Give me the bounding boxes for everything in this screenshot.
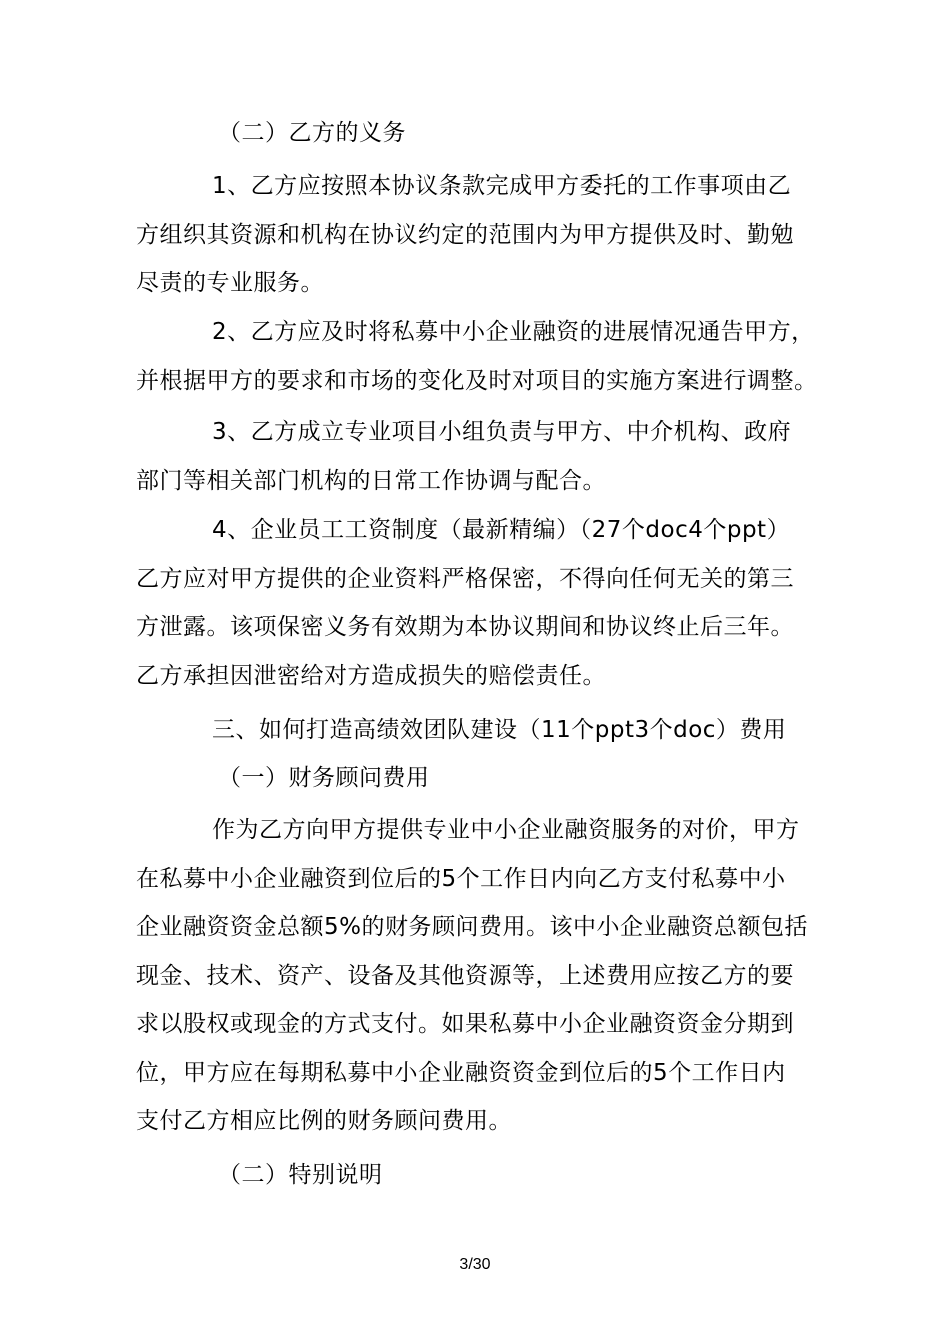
paragraph-line: 2、乙方应及时将私募中小企业融资的进展情况通告甲方， xyxy=(212,319,815,345)
paragraph-line: 乙方承担因泄密给对方造成损失的赔偿责任。 xyxy=(136,662,606,689)
paragraph-line: 乙方应对甲方提供的企业资料严格保密，不得向任何无关的第三 xyxy=(136,565,794,592)
paragraph-line: 3、乙方成立专业项目小组负责与甲方、中介机构、政府 xyxy=(212,419,792,445)
paragraph-line: 作为乙方向甲方提供专业中小企业融资服务的对价，甲方 xyxy=(212,817,800,843)
paragraph-5 xyxy=(136,806,836,1146)
page-number: 3/30 xyxy=(459,1256,491,1273)
subsection-heading-special-notes: （二）特别说明 xyxy=(218,1162,383,1188)
paragraph-line: 求以股权或现金的方式支付。如果私募中小企业融资资金分期到 xyxy=(136,1011,794,1037)
paragraph-line: 支付乙方相应比例的财务顾问费用。 xyxy=(136,1108,512,1134)
section-heading-party-b-obligations: （二）乙方的义务 xyxy=(218,120,406,146)
paragraph-4 xyxy=(136,506,836,700)
paragraph-line: 方组织其资源和机构在协议约定的范围内为甲方提供及时、勤勉 xyxy=(136,221,794,248)
paragraph-line: 尽责的专业服务。 xyxy=(136,270,324,296)
paragraph-line: 部门等相关部门机构的日常工作协调与配合。 xyxy=(136,467,606,494)
paragraph-line: 方泄露。该项保密义务有效期为本协议期间和协议终止后三年。 xyxy=(136,614,794,640)
paragraph-2 xyxy=(136,308,836,405)
paragraph-line: 在私募中小企业融资到位后的5个工作日内向乙方支付私募中小 xyxy=(136,865,786,892)
paragraph-line: 并根据甲方的要求和市场的变化及时对项目的实施方案进行调整。 xyxy=(136,367,818,394)
paragraph-1 xyxy=(136,162,836,308)
paragraph-line: 现金、技术、资产、设备及其他资源等，上述费用应按乙方的要 xyxy=(136,962,794,989)
paragraph-line: 1、乙方应按照本协议条款完成甲方委托的工作事项由乙 xyxy=(212,173,792,199)
paragraph-3 xyxy=(136,408,836,505)
paragraph-line: 4、企业员工工资制度（最新精编）（27个doc4个ppt） xyxy=(212,517,791,543)
subsection-heading-financial-advisory-fee: （一）财务顾问费用 xyxy=(218,765,430,791)
section-heading-fees: 三、如何打造高绩效团队建设（11个ppt3个doc）费用 xyxy=(212,717,787,743)
paragraph-line: 企业融资资金总额5%的财务顾问费用。该中小企业融资总额包括 xyxy=(136,914,808,940)
paragraph-line: 位，甲方应在每期私募中小企业融资资金到位后的5个工作日内 xyxy=(136,1059,786,1086)
